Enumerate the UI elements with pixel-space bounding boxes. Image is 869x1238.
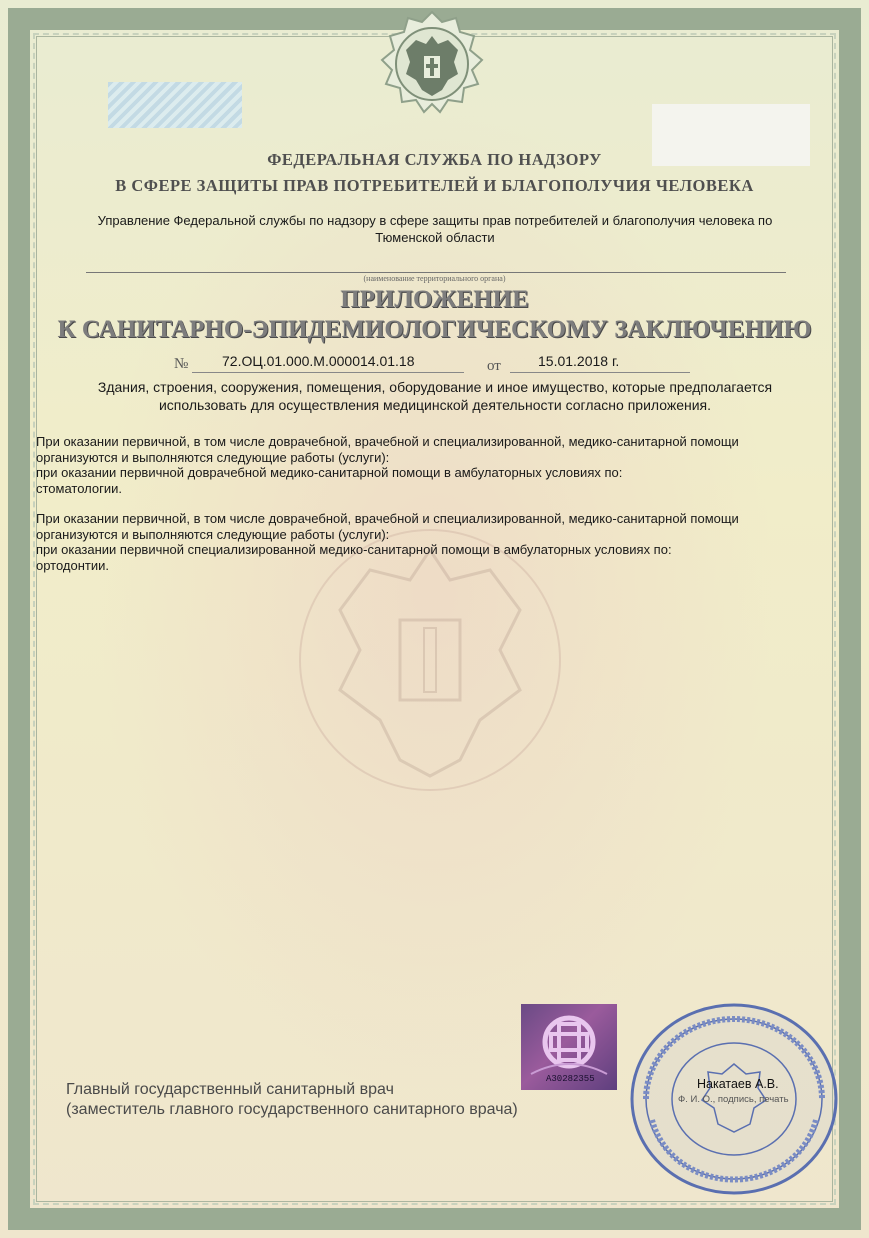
office-caption: (наименование территориального органа) <box>363 274 506 283</box>
number-underline <box>192 372 464 373</box>
emblem-seal-icon <box>376 10 488 122</box>
document-title-line2: К САНИТАРНО-ЭПИДЕМИОЛОГИЧЕСКОМУ ЗАКЛЮЧЕНИЮ <box>57 316 812 343</box>
number-label: № <box>174 356 189 372</box>
service-block <box>36 511 816 573</box>
service-line: ортодонтии. <box>36 557 110 573</box>
office-underline <box>86 272 786 273</box>
service-line: организуются и выполняются следующие работы (услуги): <box>36 449 390 465</box>
office-line2: Тюменской области <box>375 230 495 245</box>
date-underline <box>510 372 690 373</box>
service-line: при оказании первичной доврачебной медико-санитарной помощи в амбулаторных условиях по: <box>36 465 623 480</box>
service-block <box>36 434 816 496</box>
subject-line2: использовать для осуществления медицинской деятельности согласно приложения. <box>158 397 712 413</box>
agency-name-line1: ФЕДЕРАЛЬНАЯ СЛУЖБА ПО НАДЗОРУ <box>267 150 602 169</box>
territorial-office <box>60 212 810 246</box>
date-label: от <box>487 358 501 374</box>
service-line: стоматологии. <box>36 480 123 496</box>
signatory-title: Главный государственный санитарный врач <box>66 1081 394 1098</box>
signer-name: Накатаев А.В. <box>697 1077 779 1091</box>
service-line: При оказании первичной, в том числе доврачебной, врачебной и специализированной, медико-санитарной помощи <box>36 511 739 526</box>
hologram-strip <box>108 82 242 128</box>
subject-line1: Здания, строения, сооружения, помещения, оборудование и иное имущество, которые предполагается <box>97 379 773 395</box>
office-line1: Управление Федеральной службы по надзору в сфере защиты прав потребителей и благополучия человека по <box>97 213 773 228</box>
agency-name-line2: В СФЕРЕ ЗАЩИТЫ ПРАВ ПОТРЕБИТЕЛЕЙ И БЛАГОПОЛУЧИЯ ЧЕЛОВЕКА <box>115 176 754 195</box>
document-number: 72.ОЦ.01.000.М.000014.01.18 <box>222 353 415 369</box>
service-line: при оказании первичной специализированной медико-санитарной помощи в амбулаторных условиях по: <box>36 542 672 557</box>
document-date: 15.01.2018 г. <box>538 353 620 369</box>
service-line: организуются и выполняются следующие работы (услуги): <box>36 526 390 542</box>
signer-caption: Ф. И. О., подпись, печать <box>678 1094 789 1105</box>
signatory-title-deputy: (заместитель главного государственного санитарного врача) <box>66 1101 518 1118</box>
subject-text <box>40 378 830 414</box>
document-title-line1: ПРИЛОЖЕНИЕ <box>340 286 529 313</box>
service-line: При оказании первичной, в том числе доврачебной, врачебной и специализированной, медико-санитарной помощи <box>36 434 739 449</box>
hologram-serial: А30282355 <box>546 1074 595 1084</box>
